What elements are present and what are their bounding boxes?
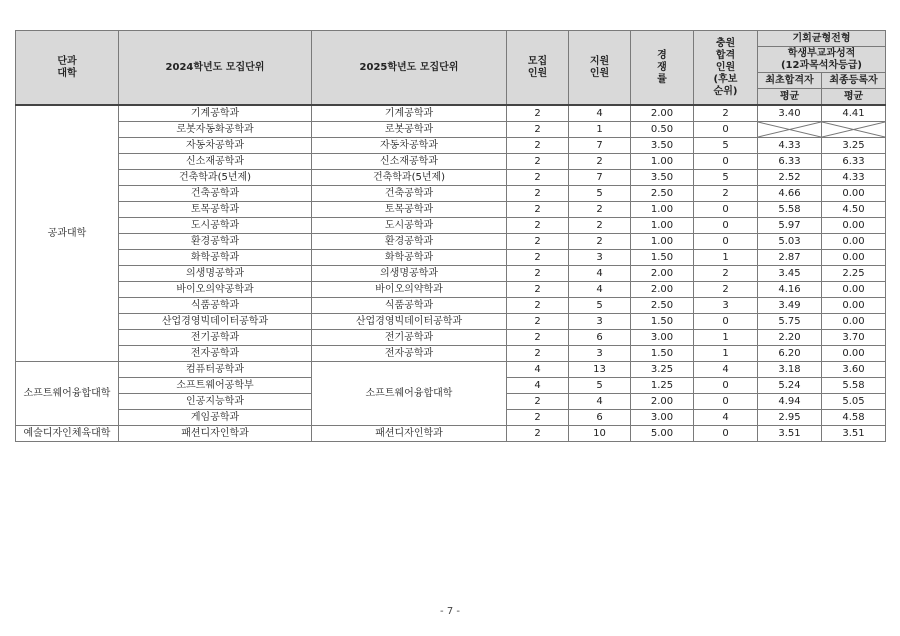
final-reg-avg-cell: 3.51 (822, 426, 886, 442)
final-reg-avg-cell: 5.05 (822, 394, 886, 410)
quota-cell: 2 (507, 330, 569, 346)
quota-cell: 2 (507, 426, 569, 442)
first-pass-avg-cell: 6.20 (758, 346, 822, 362)
first-pass-avg-cell: 5.24 (758, 378, 822, 394)
unit-2024: 컴퓨터공학과 (119, 362, 312, 378)
table-row (16, 314, 886, 330)
waitlist-cell: 0 (694, 314, 758, 330)
final-reg-avg-cell: 6.33 (822, 154, 886, 170)
quota-cell: 2 (507, 314, 569, 330)
applicants-cell: 6 (569, 410, 631, 426)
unit-2025: 식품공학과 (312, 298, 507, 314)
table-row (16, 105, 886, 122)
waitlist-cell: 2 (694, 266, 758, 282)
unit-2025: 전자공학과 (312, 346, 507, 362)
unit-2025: 로봇공학과 (312, 122, 507, 138)
unit-2024: 산업경영빅데이터공학과 (119, 314, 312, 330)
unit-2024: 인공지능학과 (119, 394, 312, 410)
first-pass-avg-cell: 6.33 (758, 154, 822, 170)
final-reg-avg-cell: 3.70 (822, 330, 886, 346)
unit-2024: 로봇자동화공학과 (119, 122, 312, 138)
ratio-cell: 2.00 (631, 282, 694, 298)
final-reg-avg-cell: 0.00 (822, 218, 886, 234)
unit-2025: 전기공학과 (312, 330, 507, 346)
college-name: 소프트웨어융합대학 (16, 362, 119, 426)
header-grade-group: 학생부교과성적 (12과목석차등급) (758, 47, 886, 73)
table-row (16, 138, 886, 154)
unit-2025: 건축학과(5년제) (312, 170, 507, 186)
ratio-cell: 1.25 (631, 378, 694, 394)
quota-cell: 2 (507, 105, 569, 122)
first-pass-avg-cell: 3.18 (758, 362, 822, 378)
table-row (16, 330, 886, 346)
table-row (16, 218, 886, 234)
final-reg-avg-cell: 4.58 (822, 410, 886, 426)
ratio-cell: 1.00 (631, 154, 694, 170)
first-pass-avg-cell: 2.20 (758, 330, 822, 346)
first-pass-avg-cell: 3.49 (758, 298, 822, 314)
applicants-cell: 3 (569, 250, 631, 266)
first-pass-avg-cell: 2.95 (758, 410, 822, 426)
quota-cell: 2 (507, 298, 569, 314)
quota-cell: 2 (507, 170, 569, 186)
applicants-cell: 2 (569, 218, 631, 234)
table-row (16, 234, 886, 250)
applicants-cell: 3 (569, 346, 631, 362)
quota-cell: 2 (507, 122, 569, 138)
header-ratio: 경 쟁 률 (631, 31, 694, 106)
final-reg-avg-cell (822, 122, 886, 138)
ratio-cell: 3.00 (631, 410, 694, 426)
waitlist-cell: 4 (694, 410, 758, 426)
quota-cell: 2 (507, 138, 569, 154)
final-reg-avg-cell: 0.00 (822, 282, 886, 298)
header-quota: 모집 인원 (507, 31, 569, 106)
waitlist-cell: 1 (694, 346, 758, 362)
waitlist-cell: 1 (694, 250, 758, 266)
ratio-cell: 1.50 (631, 314, 694, 330)
unit-2025: 자동차공학과 (312, 138, 507, 154)
header-applicants: 지원 인원 (569, 31, 631, 106)
applicants-cell: 3 (569, 314, 631, 330)
table-row (16, 186, 886, 202)
quota-cell: 2 (507, 234, 569, 250)
ratio-cell: 2.00 (631, 266, 694, 282)
table-row (16, 266, 886, 282)
quota-cell: 2 (507, 346, 569, 362)
table-body (16, 105, 886, 442)
unit-2025: 의생명공학과 (312, 266, 507, 282)
waitlist-cell: 5 (694, 170, 758, 186)
unit-2024: 환경공학과 (119, 234, 312, 250)
ratio-cell: 1.50 (631, 250, 694, 266)
quota-cell: 2 (507, 154, 569, 170)
unit-2025: 산업경영빅데이터공학과 (312, 314, 507, 330)
college-name: 예술디자인체육대학 (16, 426, 119, 442)
ratio-cell: 5.00 (631, 426, 694, 442)
applicants-cell: 4 (569, 282, 631, 298)
unit-2025: 바이오의약학과 (312, 282, 507, 298)
quota-cell: 4 (507, 362, 569, 378)
header-college: 단과 대학 (16, 31, 119, 106)
waitlist-cell: 0 (694, 234, 758, 250)
final-reg-avg-cell: 3.25 (822, 138, 886, 154)
table-row (16, 362, 886, 378)
unit-2025: 화학공학과 (312, 250, 507, 266)
unit-2024: 게임공학과 (119, 410, 312, 426)
applicants-cell: 2 (569, 154, 631, 170)
first-pass-avg-cell (758, 122, 822, 138)
unit-2024: 자동차공학과 (119, 138, 312, 154)
quota-cell: 2 (507, 394, 569, 410)
table-row (16, 426, 886, 442)
applicants-cell: 5 (569, 186, 631, 202)
waitlist-cell: 0 (694, 426, 758, 442)
unit-2025: 기계공학과 (312, 105, 507, 122)
ratio-cell: 3.50 (631, 138, 694, 154)
unit-2024: 건축학과(5년제) (119, 170, 312, 186)
unit-2024: 화학공학과 (119, 250, 312, 266)
first-pass-avg-cell: 3.45 (758, 266, 822, 282)
unit-2024: 토목공학과 (119, 202, 312, 218)
final-reg-avg-cell: 0.00 (822, 314, 886, 330)
first-pass-avg-cell: 2.52 (758, 170, 822, 186)
admission-results-table (15, 30, 886, 442)
unit-2024: 전자공학과 (119, 346, 312, 362)
quota-cell: 2 (507, 410, 569, 426)
first-pass-avg-cell: 4.16 (758, 282, 822, 298)
waitlist-cell: 1 (694, 330, 758, 346)
table-row (16, 122, 886, 138)
applicants-cell: 5 (569, 298, 631, 314)
final-reg-avg-cell: 5.58 (822, 378, 886, 394)
quota-cell: 2 (507, 282, 569, 298)
table-row (16, 154, 886, 170)
final-reg-avg-cell: 4.41 (822, 105, 886, 122)
unit-2024: 신소재공학과 (119, 154, 312, 170)
applicants-cell: 4 (569, 266, 631, 282)
no-data-cross-icon (758, 122, 821, 137)
final-reg-avg-cell: 0.00 (822, 250, 886, 266)
unit-2024: 식품공학과 (119, 298, 312, 314)
waitlist-cell: 5 (694, 138, 758, 154)
ratio-cell: 0.50 (631, 122, 694, 138)
first-pass-avg-cell: 3.40 (758, 105, 822, 122)
unit-2024: 의생명공학과 (119, 266, 312, 282)
final-reg-avg-cell: 3.60 (822, 362, 886, 378)
applicants-cell: 7 (569, 138, 631, 154)
unit-2024: 기계공학과 (119, 105, 312, 122)
unit-2024: 패션디자인학과 (119, 426, 312, 442)
waitlist-cell: 2 (694, 105, 758, 122)
applicants-cell: 5 (569, 378, 631, 394)
waitlist-cell: 0 (694, 218, 758, 234)
first-pass-avg-cell: 5.03 (758, 234, 822, 250)
ratio-cell: 2.50 (631, 186, 694, 202)
final-reg-avg-cell: 2.25 (822, 266, 886, 282)
table-row (16, 202, 886, 218)
waitlist-cell: 4 (694, 362, 758, 378)
applicants-cell: 4 (569, 105, 631, 122)
ratio-cell: 1.50 (631, 346, 694, 362)
first-pass-avg-cell: 4.66 (758, 186, 822, 202)
quota-cell: 2 (507, 218, 569, 234)
no-data-cross-icon (822, 122, 885, 137)
applicants-cell: 2 (569, 234, 631, 250)
first-pass-avg-cell: 5.75 (758, 314, 822, 330)
unit-2024: 도시공학과 (119, 218, 312, 234)
table-header (16, 31, 886, 106)
unit-2025: 환경공학과 (312, 234, 507, 250)
quota-cell: 2 (507, 186, 569, 202)
quota-cell: 2 (507, 266, 569, 282)
table-row (16, 170, 886, 186)
header-track: 기회균형전형 (758, 31, 886, 47)
unit-2024: 전기공학과 (119, 330, 312, 346)
quota-cell: 2 (507, 202, 569, 218)
applicants-cell: 13 (569, 362, 631, 378)
unit-2024: 건축공학과 (119, 186, 312, 202)
first-pass-avg-cell: 5.58 (758, 202, 822, 218)
ratio-cell: 3.50 (631, 170, 694, 186)
ratio-cell: 1.00 (631, 234, 694, 250)
first-pass-avg-cell: 4.33 (758, 138, 822, 154)
first-pass-avg-cell: 3.51 (758, 426, 822, 442)
first-pass-avg-cell: 5.97 (758, 218, 822, 234)
ratio-cell: 2.00 (631, 105, 694, 122)
table-row (16, 282, 886, 298)
table-row (16, 250, 886, 266)
quota-cell: 4 (507, 378, 569, 394)
final-reg-avg-cell: 4.33 (822, 170, 886, 186)
quota-cell: 2 (507, 250, 569, 266)
page-number: - 7 - (440, 606, 460, 617)
header-first-pass: 최초합격자 (758, 73, 822, 89)
waitlist-cell: 0 (694, 154, 758, 170)
final-reg-avg-cell: 0.00 (822, 298, 886, 314)
unit-2024: 소프트웨어공학부 (119, 378, 312, 394)
header-final-reg: 최종등록자 (822, 73, 886, 89)
ratio-cell: 2.50 (631, 298, 694, 314)
first-pass-avg-cell: 4.94 (758, 394, 822, 410)
unit-2025: 토목공학과 (312, 202, 507, 218)
applicants-cell: 2 (569, 202, 631, 218)
unit-2025: 신소재공학과 (312, 154, 507, 170)
final-reg-avg-cell: 4.50 (822, 202, 886, 218)
ratio-cell: 1.00 (631, 202, 694, 218)
college-name: 공과대학 (16, 105, 119, 362)
unit-2025: 도시공학과 (312, 218, 507, 234)
waitlist-cell: 0 (694, 202, 758, 218)
header-unit-2024: 2024학년도 모집단위 (119, 31, 312, 106)
table-row (16, 298, 886, 314)
unit-2024: 바이오의약공학과 (119, 282, 312, 298)
ratio-cell: 2.00 (631, 394, 694, 410)
ratio-cell: 1.00 (631, 218, 694, 234)
applicants-cell: 1 (569, 122, 631, 138)
applicants-cell: 4 (569, 394, 631, 410)
first-pass-avg-cell: 2.87 (758, 250, 822, 266)
waitlist-cell: 0 (694, 378, 758, 394)
unit-2025: 소프트웨어융합대학 (312, 362, 507, 426)
applicants-cell: 6 (569, 330, 631, 346)
waitlist-cell: 2 (694, 282, 758, 298)
waitlist-cell: 0 (694, 122, 758, 138)
waitlist-cell: 0 (694, 394, 758, 410)
final-reg-avg-cell: 0.00 (822, 346, 886, 362)
ratio-cell: 3.00 (631, 330, 694, 346)
waitlist-cell: 2 (694, 186, 758, 202)
table-row (16, 346, 886, 362)
final-reg-avg-cell: 0.00 (822, 234, 886, 250)
unit-2025: 패션디자인학과 (312, 426, 507, 442)
header-final-avg: 평균 (822, 89, 886, 106)
header-unit-2025: 2025학년도 모집단위 (312, 31, 507, 106)
waitlist-cell: 3 (694, 298, 758, 314)
ratio-cell: 3.25 (631, 362, 694, 378)
header-waitlist: 충원 합격 인원 (후보 순위) (694, 31, 758, 106)
unit-2025: 건축공학과 (312, 186, 507, 202)
applicants-cell: 10 (569, 426, 631, 442)
header-first-avg: 평균 (758, 89, 822, 106)
applicants-cell: 7 (569, 170, 631, 186)
final-reg-avg-cell: 0.00 (822, 186, 886, 202)
